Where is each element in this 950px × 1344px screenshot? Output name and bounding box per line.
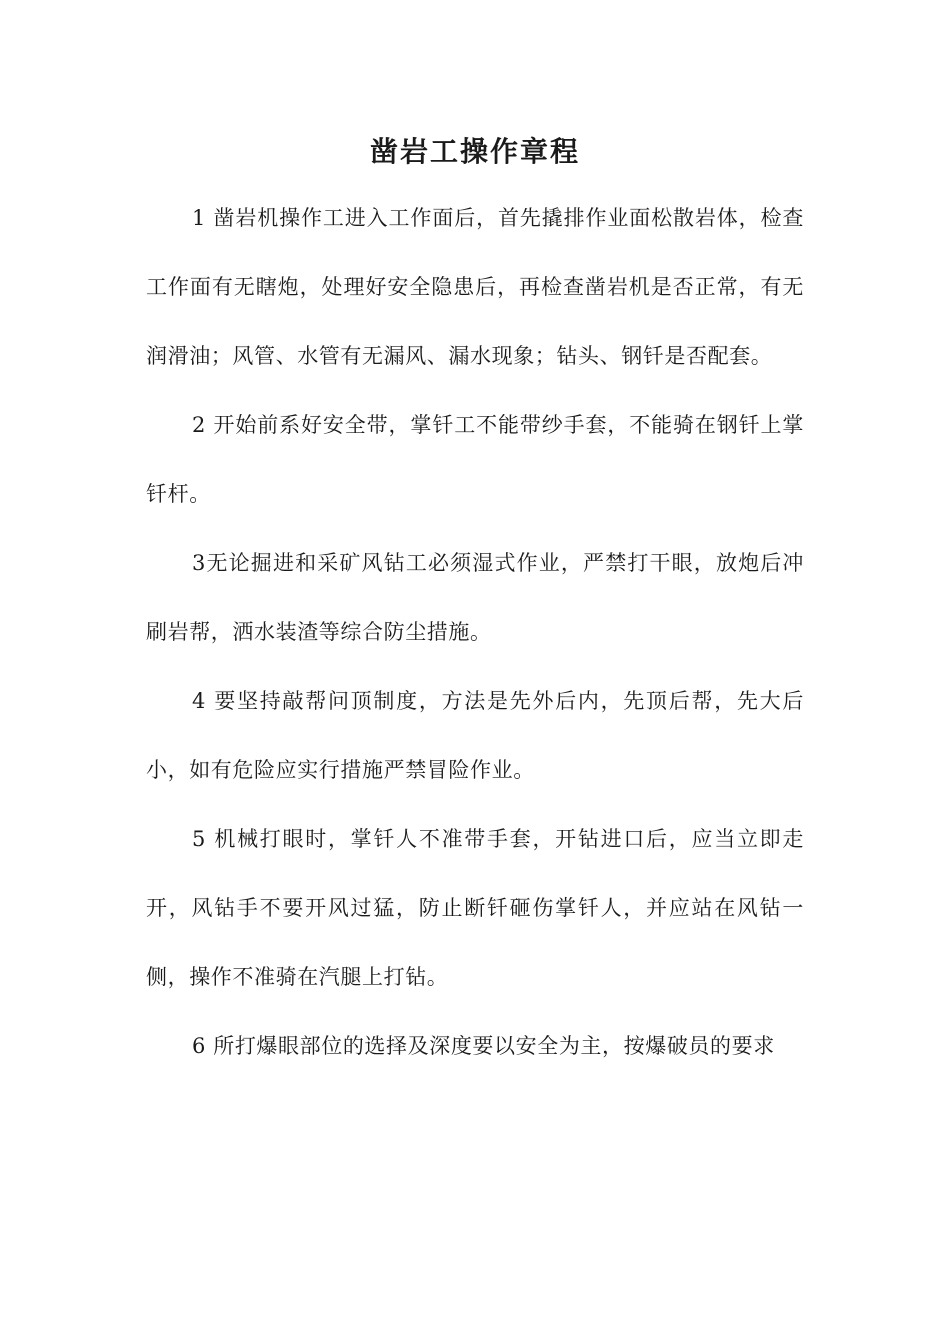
- document-title: 凿岩工操作章程: [369, 135, 580, 168]
- paragraph-1: 1 凿岩机操作工进入工作面后，首先撬排作业面松散岩体，检查工作面有无瞎炮，处理好安全隐患后，再检查凿岩机是否正常，有无润滑油；风管、水管有无漏风、漏水现象；钻头、钢钎是否配套。: [146, 206, 804, 368]
- paragraph-2: 2 开始前系好安全带，掌钎工不能带纱手套，不能骑在钢钎上掌钎杆。: [146, 413, 804, 506]
- paragraph-5: 5 机械打眼时，掌钎人不准带手套，开钻进口后，应当立即走开，风钻手不要开风过猛，防止断钎砸伤掌钎人，并应站在风钻一侧，操作不准骑在汽腿上打钻。: [146, 827, 804, 989]
- paragraph-6: 6 所打爆眼部位的选择及深度要以安全为主，按爆破员的要求: [192, 1034, 775, 1058]
- paragraph-4: 4 要坚持敲帮问顶制度，方法是先外后内，先顶后帮，先大后小，如有危险应实行措施严禁冒险作业。: [146, 689, 804, 782]
- document-body: [146, 184, 804, 1081]
- paragraph-3: 3无论掘进和采矿风钻工必须湿式作业，严禁打干眼，放炮后冲刷岩帮，洒水装渣等综合防尘措施。: [146, 551, 804, 644]
